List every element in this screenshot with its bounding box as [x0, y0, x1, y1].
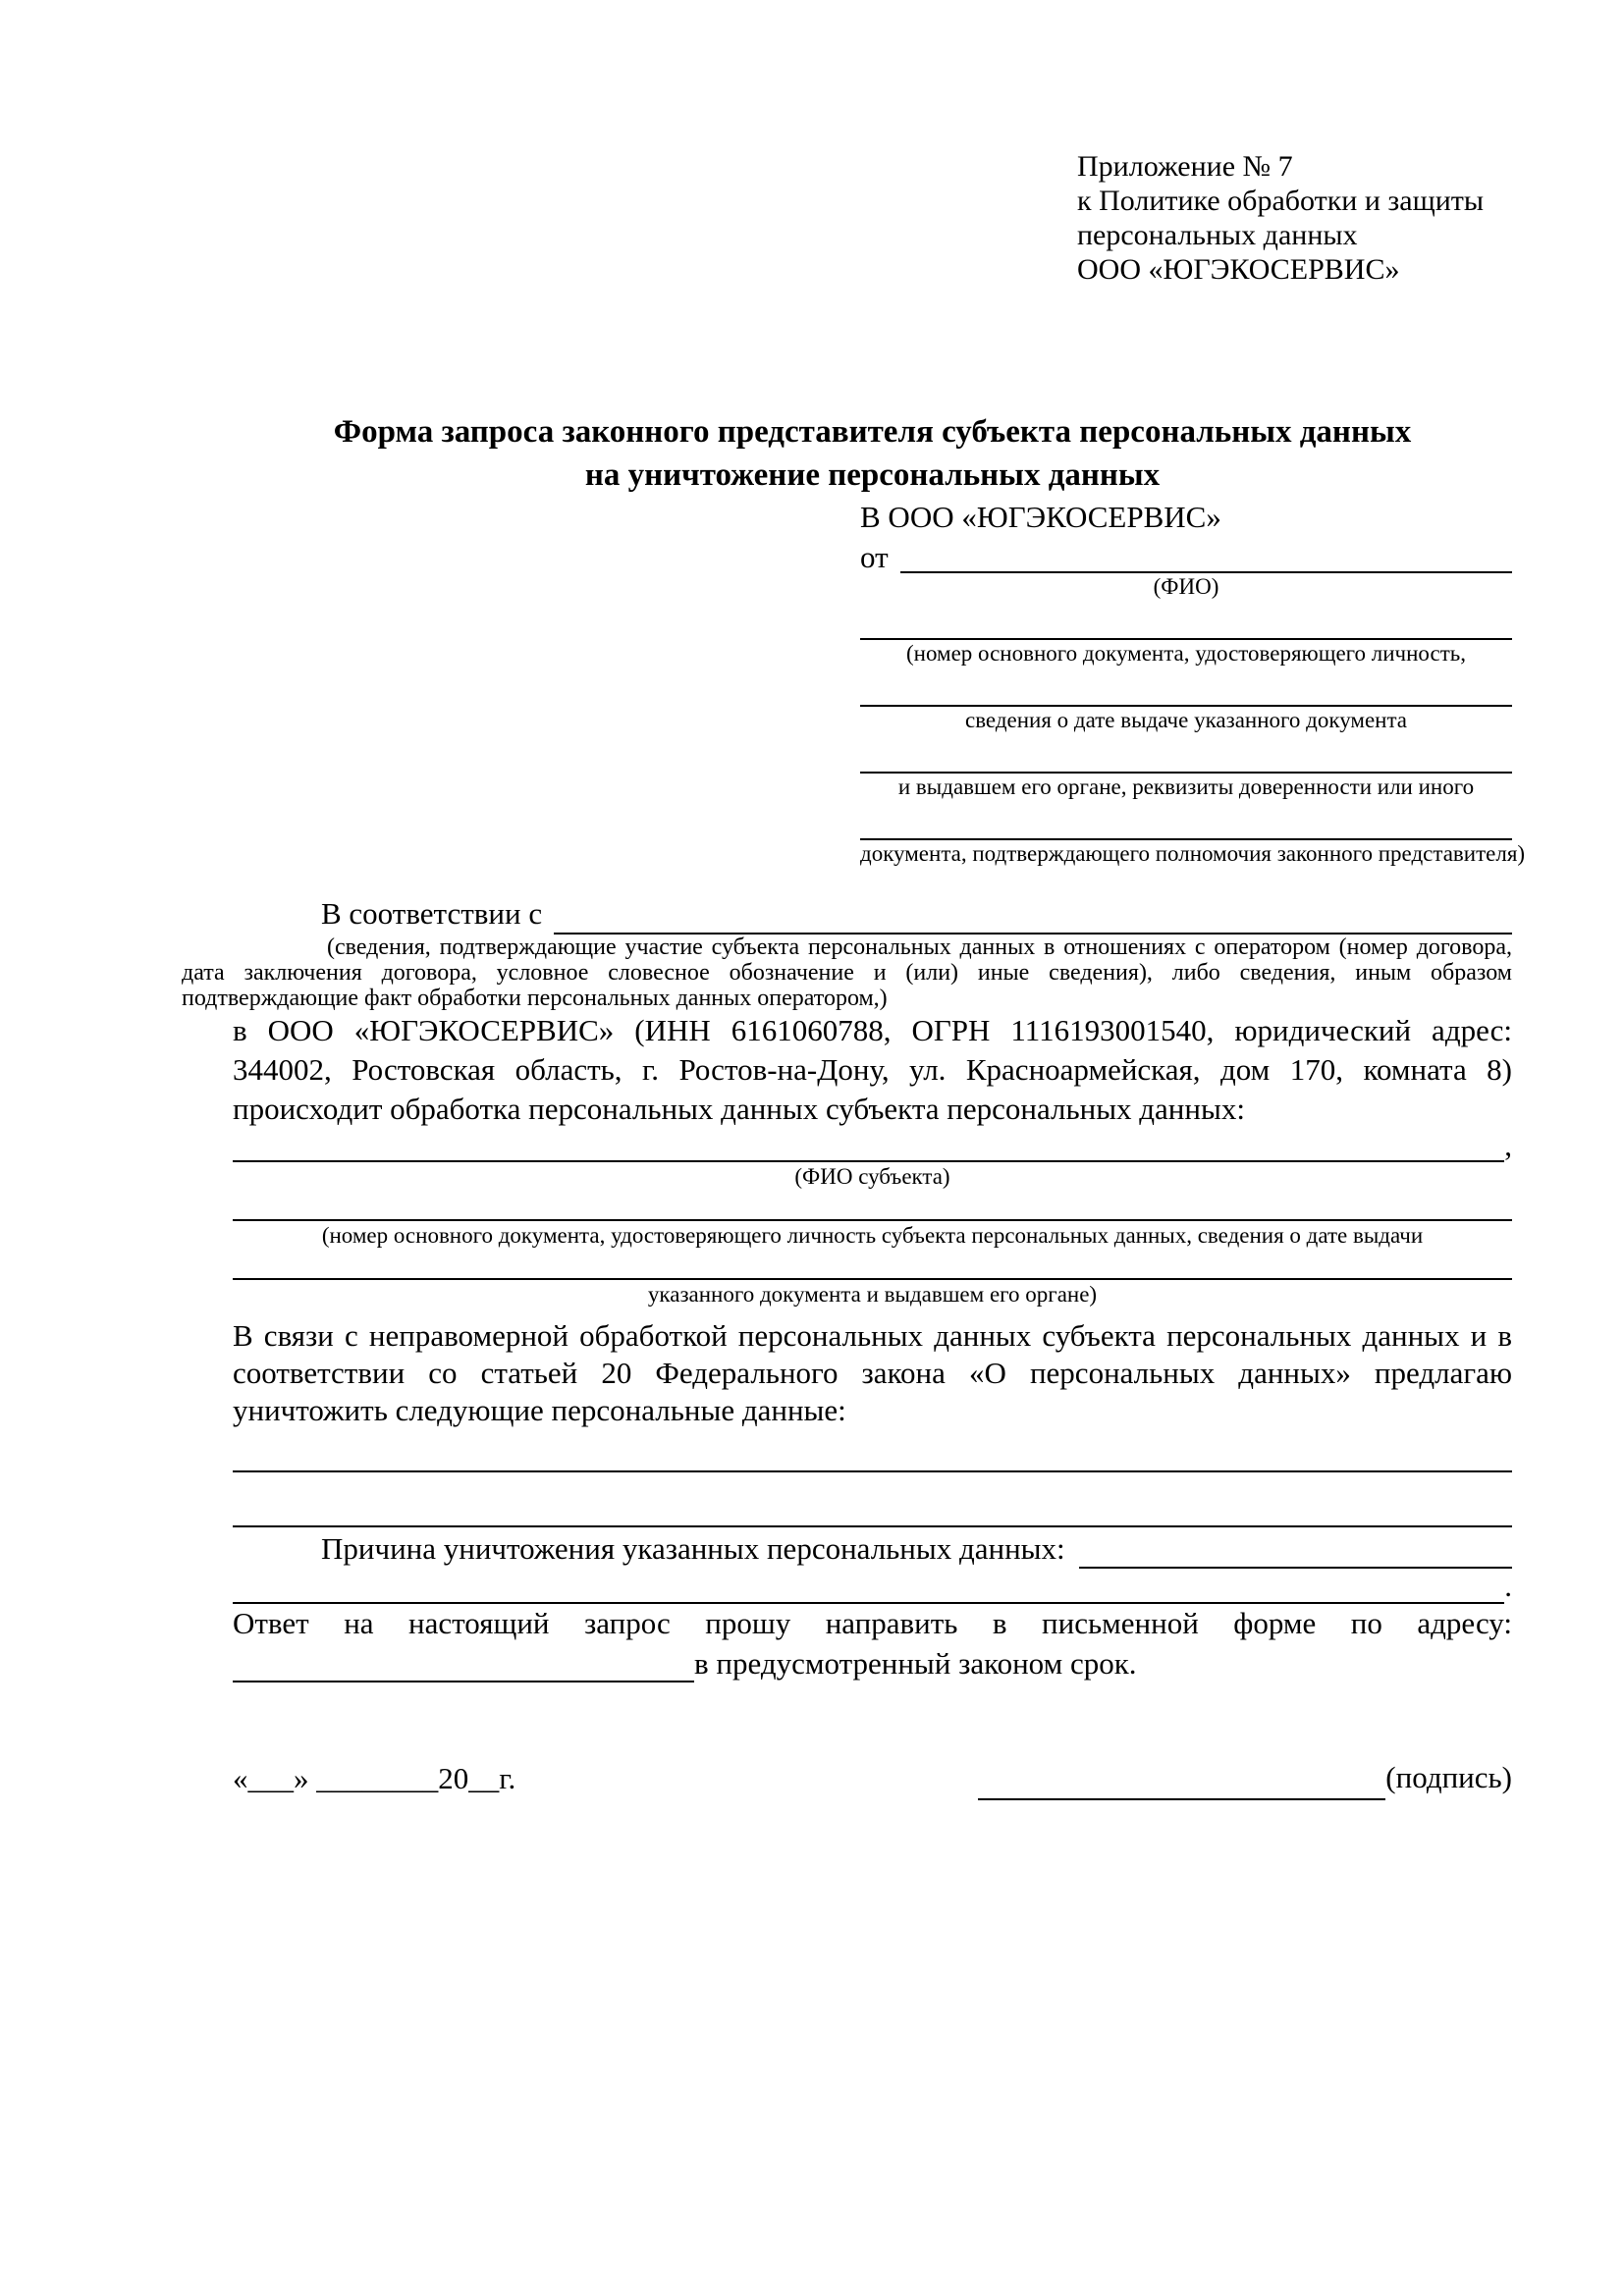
from-doc-blank-line: [860, 601, 1512, 640]
accordance-row: [233, 891, 1512, 934]
accordance-note: (сведения, подтверждающие участие субъекта персональных данных в отношениях с оператором (номер договора, дата заключения договора, условное словесное обозначение и (или) иные сведения), либо сведения, иным образом подтверждающие факт обработки персональных данных оператором,): [182, 934, 1512, 1011]
from-doc-caption: документа, подтверждающего полномочия законного представителя): [860, 841, 1526, 866]
trailing-period: .: [1504, 1569, 1512, 1603]
reply-tail: в предусмотренный законом срок.: [694, 1646, 1137, 1681]
reason-continuation-row: [233, 1569, 1512, 1604]
from-doc-caption: и выдавшем его органе, реквизиты доверенности или иного: [897, 774, 1475, 799]
form-title-line-2: на уничтожение персональных данных: [584, 457, 1161, 493]
form-title: [233, 410, 1512, 497]
data-blank-line: [233, 1472, 1512, 1527]
subject-fio-row: [233, 1129, 1512, 1162]
reason-row: [233, 1527, 1512, 1569]
subject-doc-blank-line: [233, 1251, 1512, 1280]
appendix-line: ООО «ЮГЭКОСЕРВИС»: [1077, 253, 1400, 286]
subject-doc-blank-line: [233, 1192, 1512, 1221]
reason-blank-line: [1079, 1527, 1512, 1569]
from-doc-caption: сведения о дате выдаче указанного документа: [964, 708, 1408, 732]
subject-doc-caption: (номер основного документа, удостоверяющего личность субъекта персональных данных, сведения о дате выдачи: [321, 1223, 1424, 1248]
trailing-comma: ,: [1504, 1128, 1512, 1162]
from-block: [860, 538, 1526, 868]
from-doc-blank-line: [860, 667, 1512, 707]
subject-doc-caption: указанного документа и выдавшем его органе): [647, 1282, 1098, 1307]
from-row: [860, 538, 1512, 573]
footer-row: [233, 1757, 1512, 1800]
appendix-line: персональных данных: [1077, 219, 1358, 251]
data-blank-line: [233, 1429, 1512, 1472]
signature-blank-line: [978, 1755, 1385, 1800]
from-doc-caption: (номер основного документа, удостоверяющего личность,: [905, 641, 1466, 666]
reply-sentence: Ответ на настоящий запрос прошу направить в письменной форме по адресу:: [233, 1606, 1512, 1640]
subject-fio-caption: (ФИО субъекта): [794, 1164, 950, 1189]
form-title-line-1: Форма запроса законного представителя субъекта персональных данных: [333, 414, 1412, 450]
operator-paragraph: в ООО «ЮГЭКОСЕРВИС» (ИНН 6161060788, ОГРН 1116193001540, юридический адрес: 344002, Ростовская область, г. Ростов-на-Дону, ул. Красноармейская, дом 170, комната 8) происходит обработка персональных данных субъекта персональных данных:: [233, 1013, 1512, 1126]
recipient-line: В ООО «ЮГЭКОСЕРВИС»: [860, 500, 1221, 534]
request-paragraph: В связи с неправомерной обработкой персональных данных субъекта персональных данных и в соответствии со статьей 20 Федерального закона «О персональных данных» предлагаю уничтожить следующие персональные данные:: [233, 1318, 1512, 1427]
address-blank-line: [233, 1643, 694, 1682]
appendix-line: к Политике обработки и защиты: [1077, 185, 1485, 217]
signature-caption: (подпись): [1385, 1760, 1512, 1794]
accordance-label: В соответствии с: [321, 896, 543, 931]
appendix-line: Приложение № 7: [1077, 150, 1293, 183]
signature-group: [978, 1755, 1512, 1800]
from-doc-blank-line: [860, 734, 1512, 774]
document-content: [182, 0, 1526, 1800]
from-fio-blank-line: [900, 538, 1512, 573]
appendix-block: [1077, 149, 1512, 287]
accordance-blank-line: [554, 891, 1512, 934]
reason-label: Причина уничтожения указанных персональных данных:: [321, 1531, 1065, 1566]
from-label: от: [860, 540, 889, 574]
fio-caption: (ФИО): [1153, 574, 1219, 599]
reply-address-row: [233, 1643, 1512, 1682]
from-doc-blank-line: [860, 801, 1512, 840]
date-blank-line: «___» ________20__г.: [233, 1761, 516, 1795]
